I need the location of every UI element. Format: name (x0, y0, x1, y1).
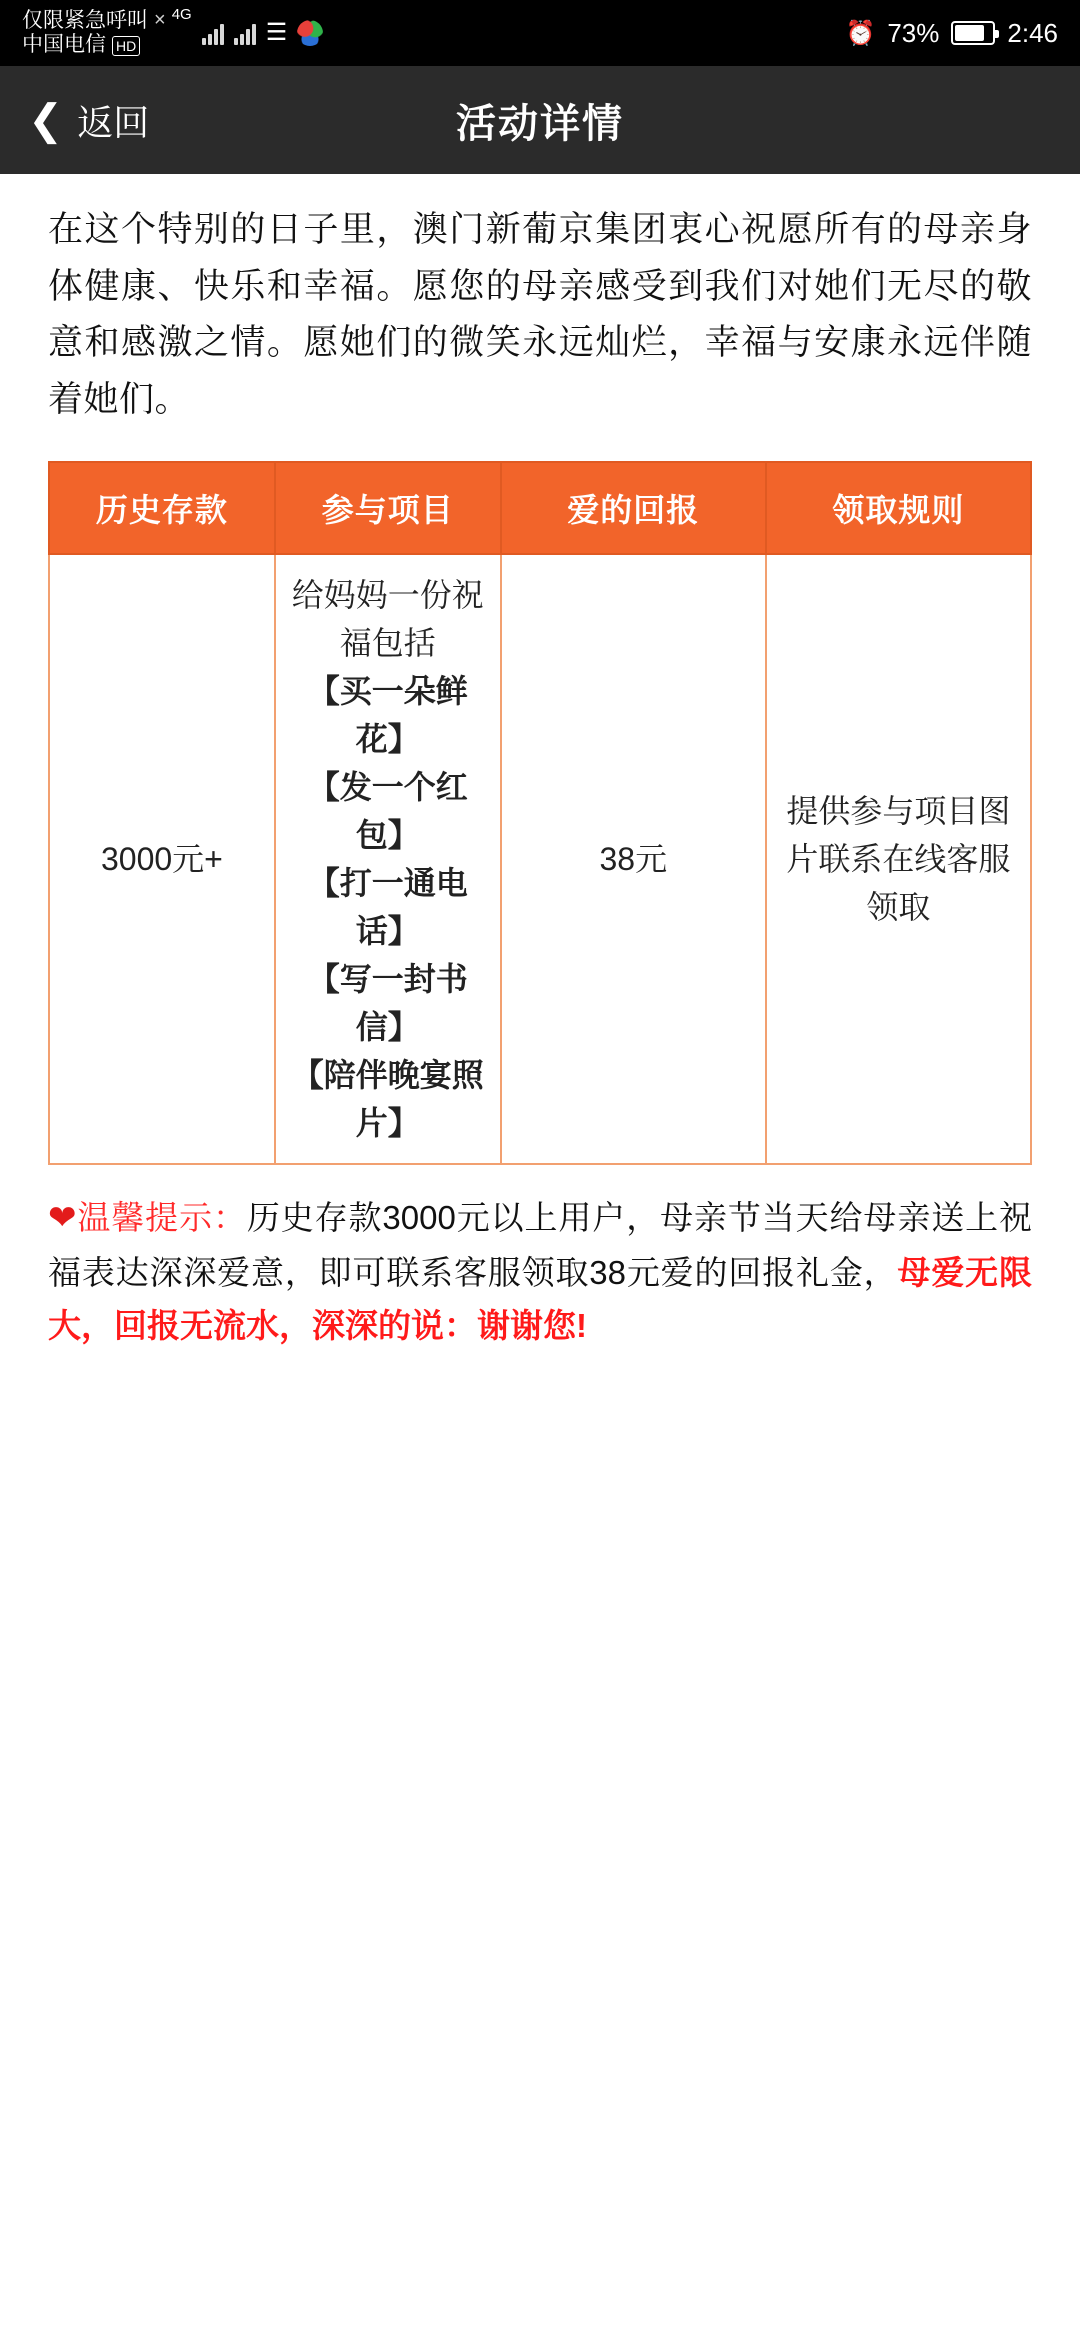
item-letter: 【写一封书信】 (307, 960, 468, 1045)
battery-percent-label: 73% (887, 17, 940, 48)
tips-strong-2: 深深的说：谢谢您! (312, 1307, 587, 1345)
signal-bars-icon-2 (234, 21, 256, 45)
wifi-icon: ☰ (265, 19, 288, 46)
intro-paragraph: 在这个特别的日子里，澳门新葡京集团衷心祝愿所有的母亲身体健康、快乐和幸福。愿您的母亲感受到我们对她们无尽的敬意和感激之情。愿她们的微笑永远灿烂，幸福与安康永远伴随着她们。 (48, 210, 1032, 420)
heart-icon: ❤ (48, 1198, 78, 1237)
cell-items (275, 554, 501, 1164)
carrier-emergency-label: 仅限紧急呼叫 (22, 8, 148, 32)
items-intro: 给妈妈一份祝福包括 (291, 576, 484, 661)
carrier-name-label: 中国电信 (22, 33, 106, 56)
column-header-deposit: 历史存款 (49, 462, 275, 554)
carrier-info (22, 6, 192, 57)
column-header-reward: 爱的回报 (501, 462, 766, 554)
back-button-label: 返回 (77, 101, 150, 143)
tips-strong-1: 母爱无限大，回报无流水， (48, 1253, 1032, 1345)
column-header-rules: 领取规则 (766, 462, 1031, 554)
back-button[interactable] (28, 95, 149, 146)
table-header-row (49, 462, 1031, 554)
status-bar (0, 0, 1080, 66)
battery-icon (951, 21, 995, 45)
chevron-left-icon: ❮ (28, 96, 64, 143)
item-redpacket: 【发一个红包】 (307, 768, 468, 853)
tips-paragraph (48, 1191, 1032, 1353)
hd-badge: HD (112, 36, 140, 56)
clock-label: 2:46 (1007, 17, 1058, 48)
app-dots-icon (297, 20, 323, 46)
status-bar-right (845, 18, 1058, 49)
column-header-items: 参与项目 (275, 462, 501, 554)
status-bar-left (22, 6, 323, 57)
promotion-table (48, 461, 1032, 1165)
title-bar (0, 66, 1080, 174)
tips-label: 温馨提示： (77, 1198, 247, 1236)
item-phonecall: 【打一通电话】 (307, 864, 468, 949)
cell-reward: 38元 (501, 554, 766, 1164)
network-type-label: 4G (171, 6, 192, 24)
table-row (49, 554, 1031, 1164)
alarm-icon: ⏰ (845, 19, 876, 47)
close-icon: × (154, 9, 166, 32)
item-flower: 【买一朵鲜花】 (307, 672, 468, 757)
content-area (0, 174, 1080, 1353)
item-dinner-photo: 【陪伴晚宴照片】 (291, 1056, 484, 1141)
page-title: 活动详情 (456, 101, 624, 146)
tips-text: 历史存款3000元以上用户，母亲节当天给母亲送上祝福表达深深爱意，即可联系客服领取38元爱的回报礼金， (48, 1198, 1032, 1291)
signal-bars-icon-1 (202, 21, 224, 45)
cell-rules: 提供参与项目图片联系在线客服领取 (766, 554, 1031, 1164)
cell-deposit: 3000元+ (49, 554, 275, 1164)
